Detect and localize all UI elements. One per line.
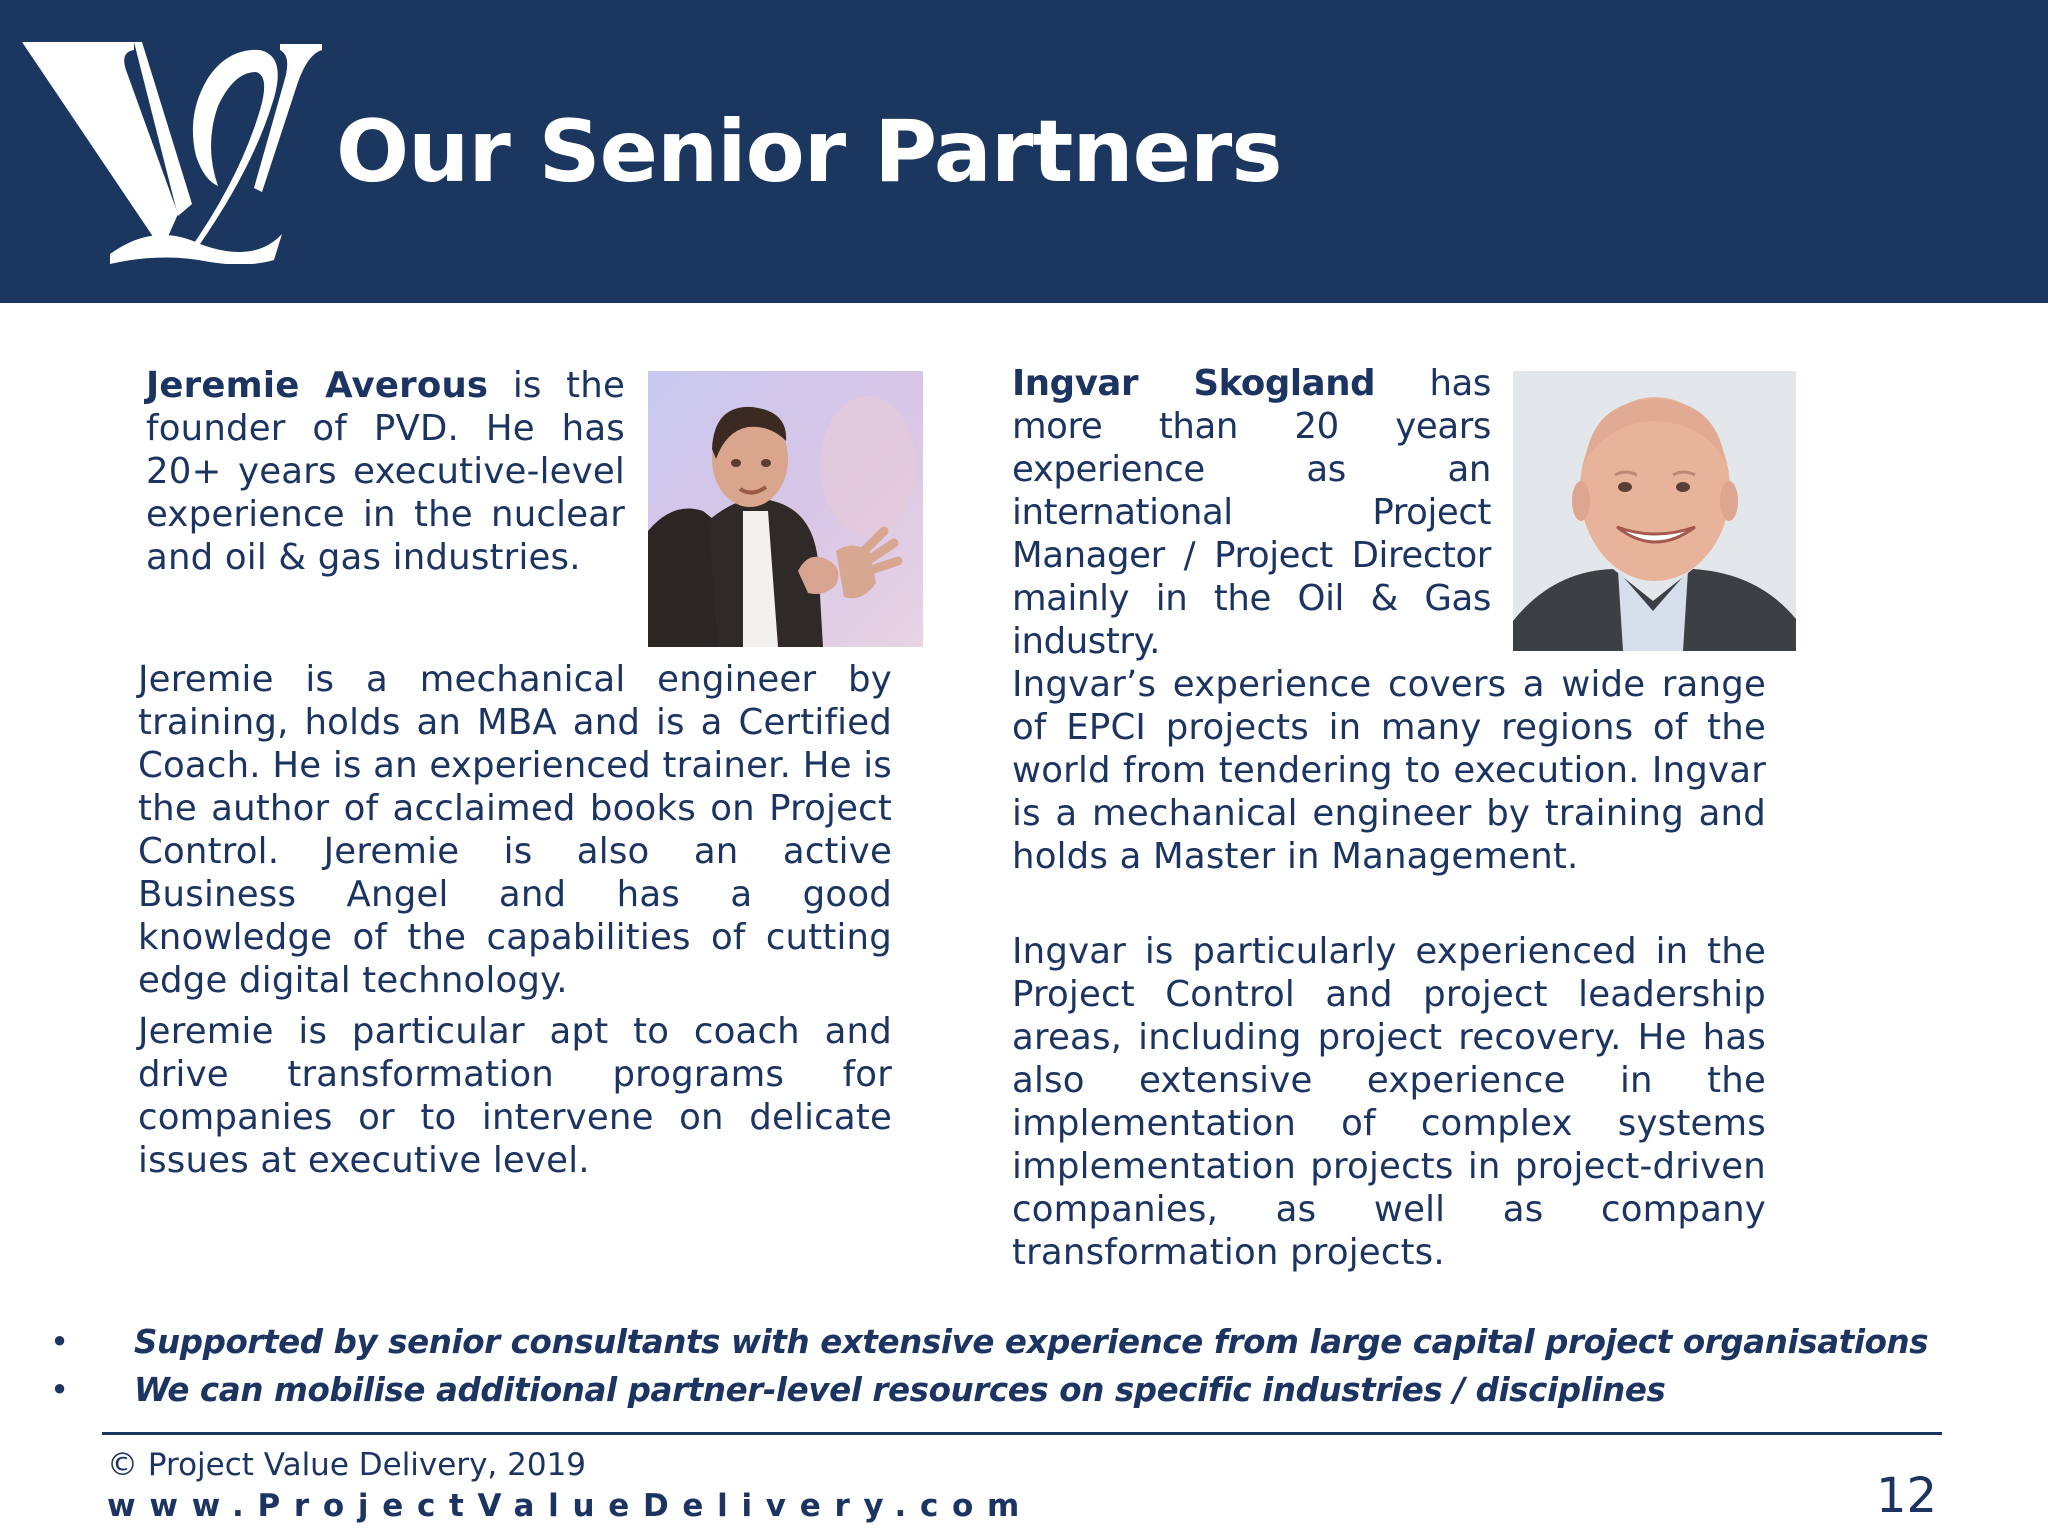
header-banner	[0, 0, 2048, 303]
partner2-paragraph-2: Ingvar is particularly experienced in the Project Control and project leadership areas, including project recovery. He has also extensive experience in the implementation of complex systems implementation projects in project-driven companies, as well as company transformation projects.	[1012, 931, 1766, 1273]
footer-website: www.ProjectValueDelivery.com	[107, 1488, 1034, 1524]
bullet-text-1: Supported by senior consultants with extensive experience from large capital project organisations	[134, 1323, 1929, 1361]
partner2-paragraph-1: Ingvar’s experience covers a wide range of EPCI projects in many regions of the world from tendering to execution. Ingvar is a mechanical engineer by training and holds a Master in Management.	[1012, 664, 1766, 877]
partner2-name: Ingvar Skogland	[1012, 363, 1376, 404]
bullet-item	[50, 1318, 1950, 1366]
bullet-text-2: We can mobilise additional partner-level resources on specific industries / disciplines	[134, 1371, 1666, 1409]
pvd-logo	[22, 38, 322, 264]
bullet-list	[50, 1318, 1950, 1414]
page-number: 12	[1876, 1468, 1938, 1524]
partner1-paragraph-2: Jeremie is particular apt to coach and drive transformation programs for companies or to intervene on delicate issues at executive level.	[138, 1011, 892, 1181]
partner1-intro	[146, 364, 625, 579]
slide-title: Our Senior Partners	[336, 102, 1282, 202]
footer-copyright: © Project Value Delivery, 2019	[107, 1447, 587, 1483]
portrait-jeremie-averous	[648, 371, 923, 647]
portrait-ingvar-skogland	[1513, 371, 1796, 651]
partner1-photo	[648, 371, 923, 647]
partner1-name: Jeremie Averous	[146, 365, 489, 406]
bullet-symbol: •	[50, 1371, 69, 1409]
bullet-symbol: •	[50, 1323, 69, 1361]
footer-divider	[102, 1432, 1942, 1435]
partner1-paragraph-1: Jeremie is a mechanical engineer by training, holds an MBA and is a Certified Coach. He is an experienced trainer. He is the author of acclaimed books on Project Control. Jeremie is also an active Business Angel and has a good knowledge of the capabilities of cutting edge digital technology.	[138, 659, 892, 1001]
partner2-photo	[1513, 371, 1796, 651]
partner2-intro-text: has more than 20 years experience as an international Project Manager / Project Director mainly in the Oil & Gas industry.	[1012, 363, 1491, 662]
partner1-intro-text: is the founder of PVD. He has 20+ years executive-level experience in the nuclear and oil & gas industries.	[146, 365, 625, 578]
partner2-intro	[1012, 362, 1491, 663]
bullet-item	[50, 1366, 1950, 1414]
